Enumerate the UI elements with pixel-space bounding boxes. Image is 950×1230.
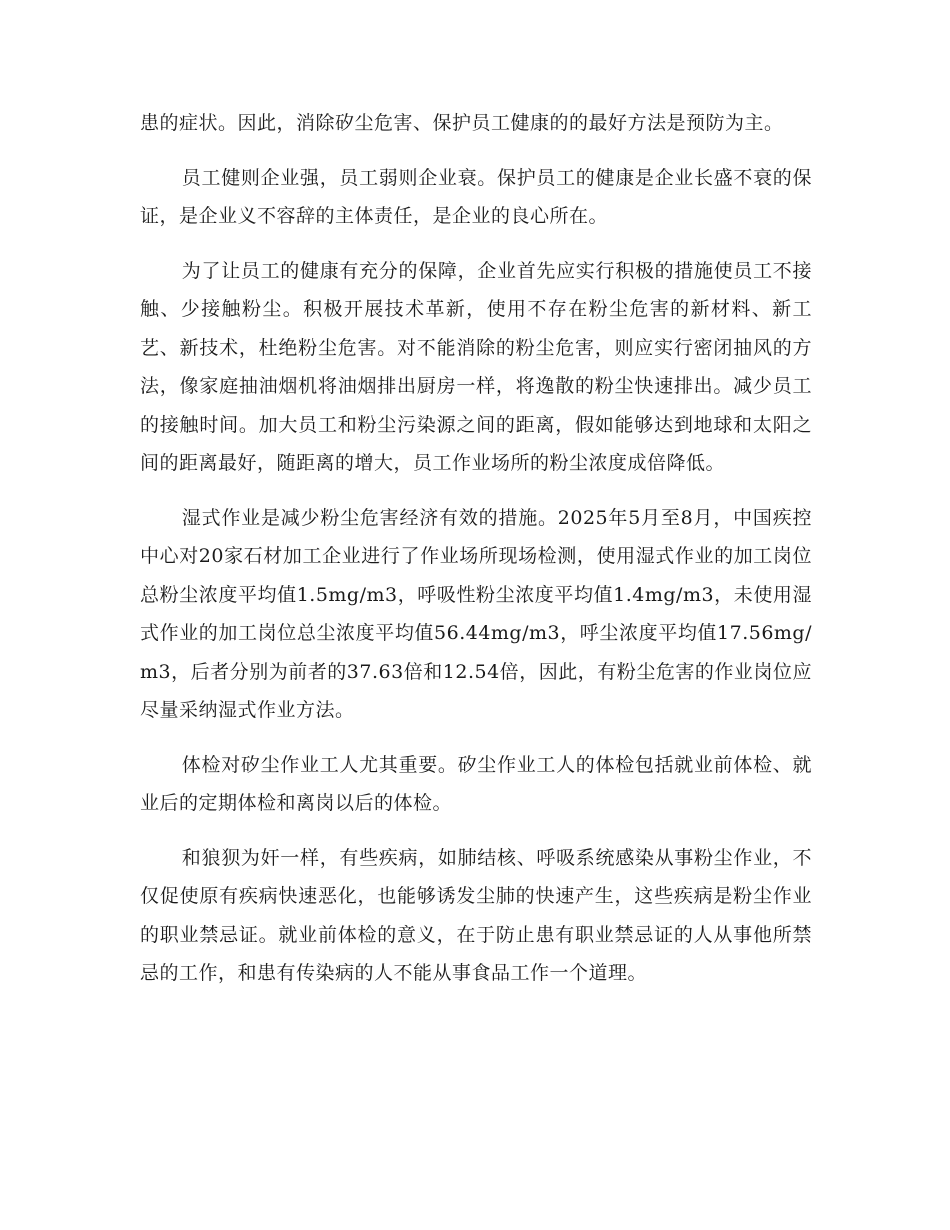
document-body: [140, 104, 812, 1009]
paragraph-continuation: 患的症状。因此，消除矽尘危害、保护员工健康的的最好方法是预防为主。: [140, 112, 784, 134]
paragraph-wet-operation: 湿式作业是减少粉尘危害经济有效的措施。2025年5月至8月，中国疾控中心对20家石材加工企业进行了作业场所现场检测，使用湿式作业的加工岗位总粉尘浓度平均值1.5mg/m3，呼吸性粉尘浓度平均值1.4mg/m3，未使用湿式作业的加工岗位总尘浓度平均值56.44mg/m3，呼尘浓度平均值17.56mg/m3，后者分别为前者的37.63倍和12.54倍，因此，有粉尘危害的作业岗位应尽量采纳湿式作业方法。: [140, 506, 812, 721]
paragraph-health-check: 体检对矽尘作业工人尤其重要。矽尘作业工人的体检包括就业前体检、就业后的定期体检和离岗以后的体检。: [140, 753, 812, 814]
paragraph-contraindications: 和狼狈为奸一样，有些疾病，如肺结核、呼吸系统感染从事粉尘作业，不仅促使原有疾病快速恶化，也能够诱发尘肺的快速产生，这些疾病是粉尘作业的职业禁忌证。就业前体检的意义，在于防止患有职业禁忌证的人从事他所禁忌的工作，和患有传染病的人不能从事食品工作一个道理。: [140, 846, 812, 984]
paragraph-dust-measures: 为了让员工的健康有充分的保障，企业首先应实行积极的措施使员工不接触、少接触粉尘。积极开展技术革新，使用不存在粉尘危害的新材料、新工艺、新技术，杜绝粉尘危害。对不能消除的粉尘危害，则应实行密闭抽风的方法，像家庭抽油烟机将油烟排出厨房一样，将逸散的粉尘快速排出。减少员工的接触时间。加大员工和粉尘污染源之间的距离，假如能够达到地球和太阳之间的距离最好，随距离的增大，员工作业场所的粉尘浓度成倍降低。: [140, 259, 812, 474]
paragraph-employee-health: 员工健则企业强，员工弱则企业衰。保护员工的健康是企业长盛不衰的保证，是企业义不容辞的主体责任，是企业的良心所在。: [140, 166, 812, 227]
